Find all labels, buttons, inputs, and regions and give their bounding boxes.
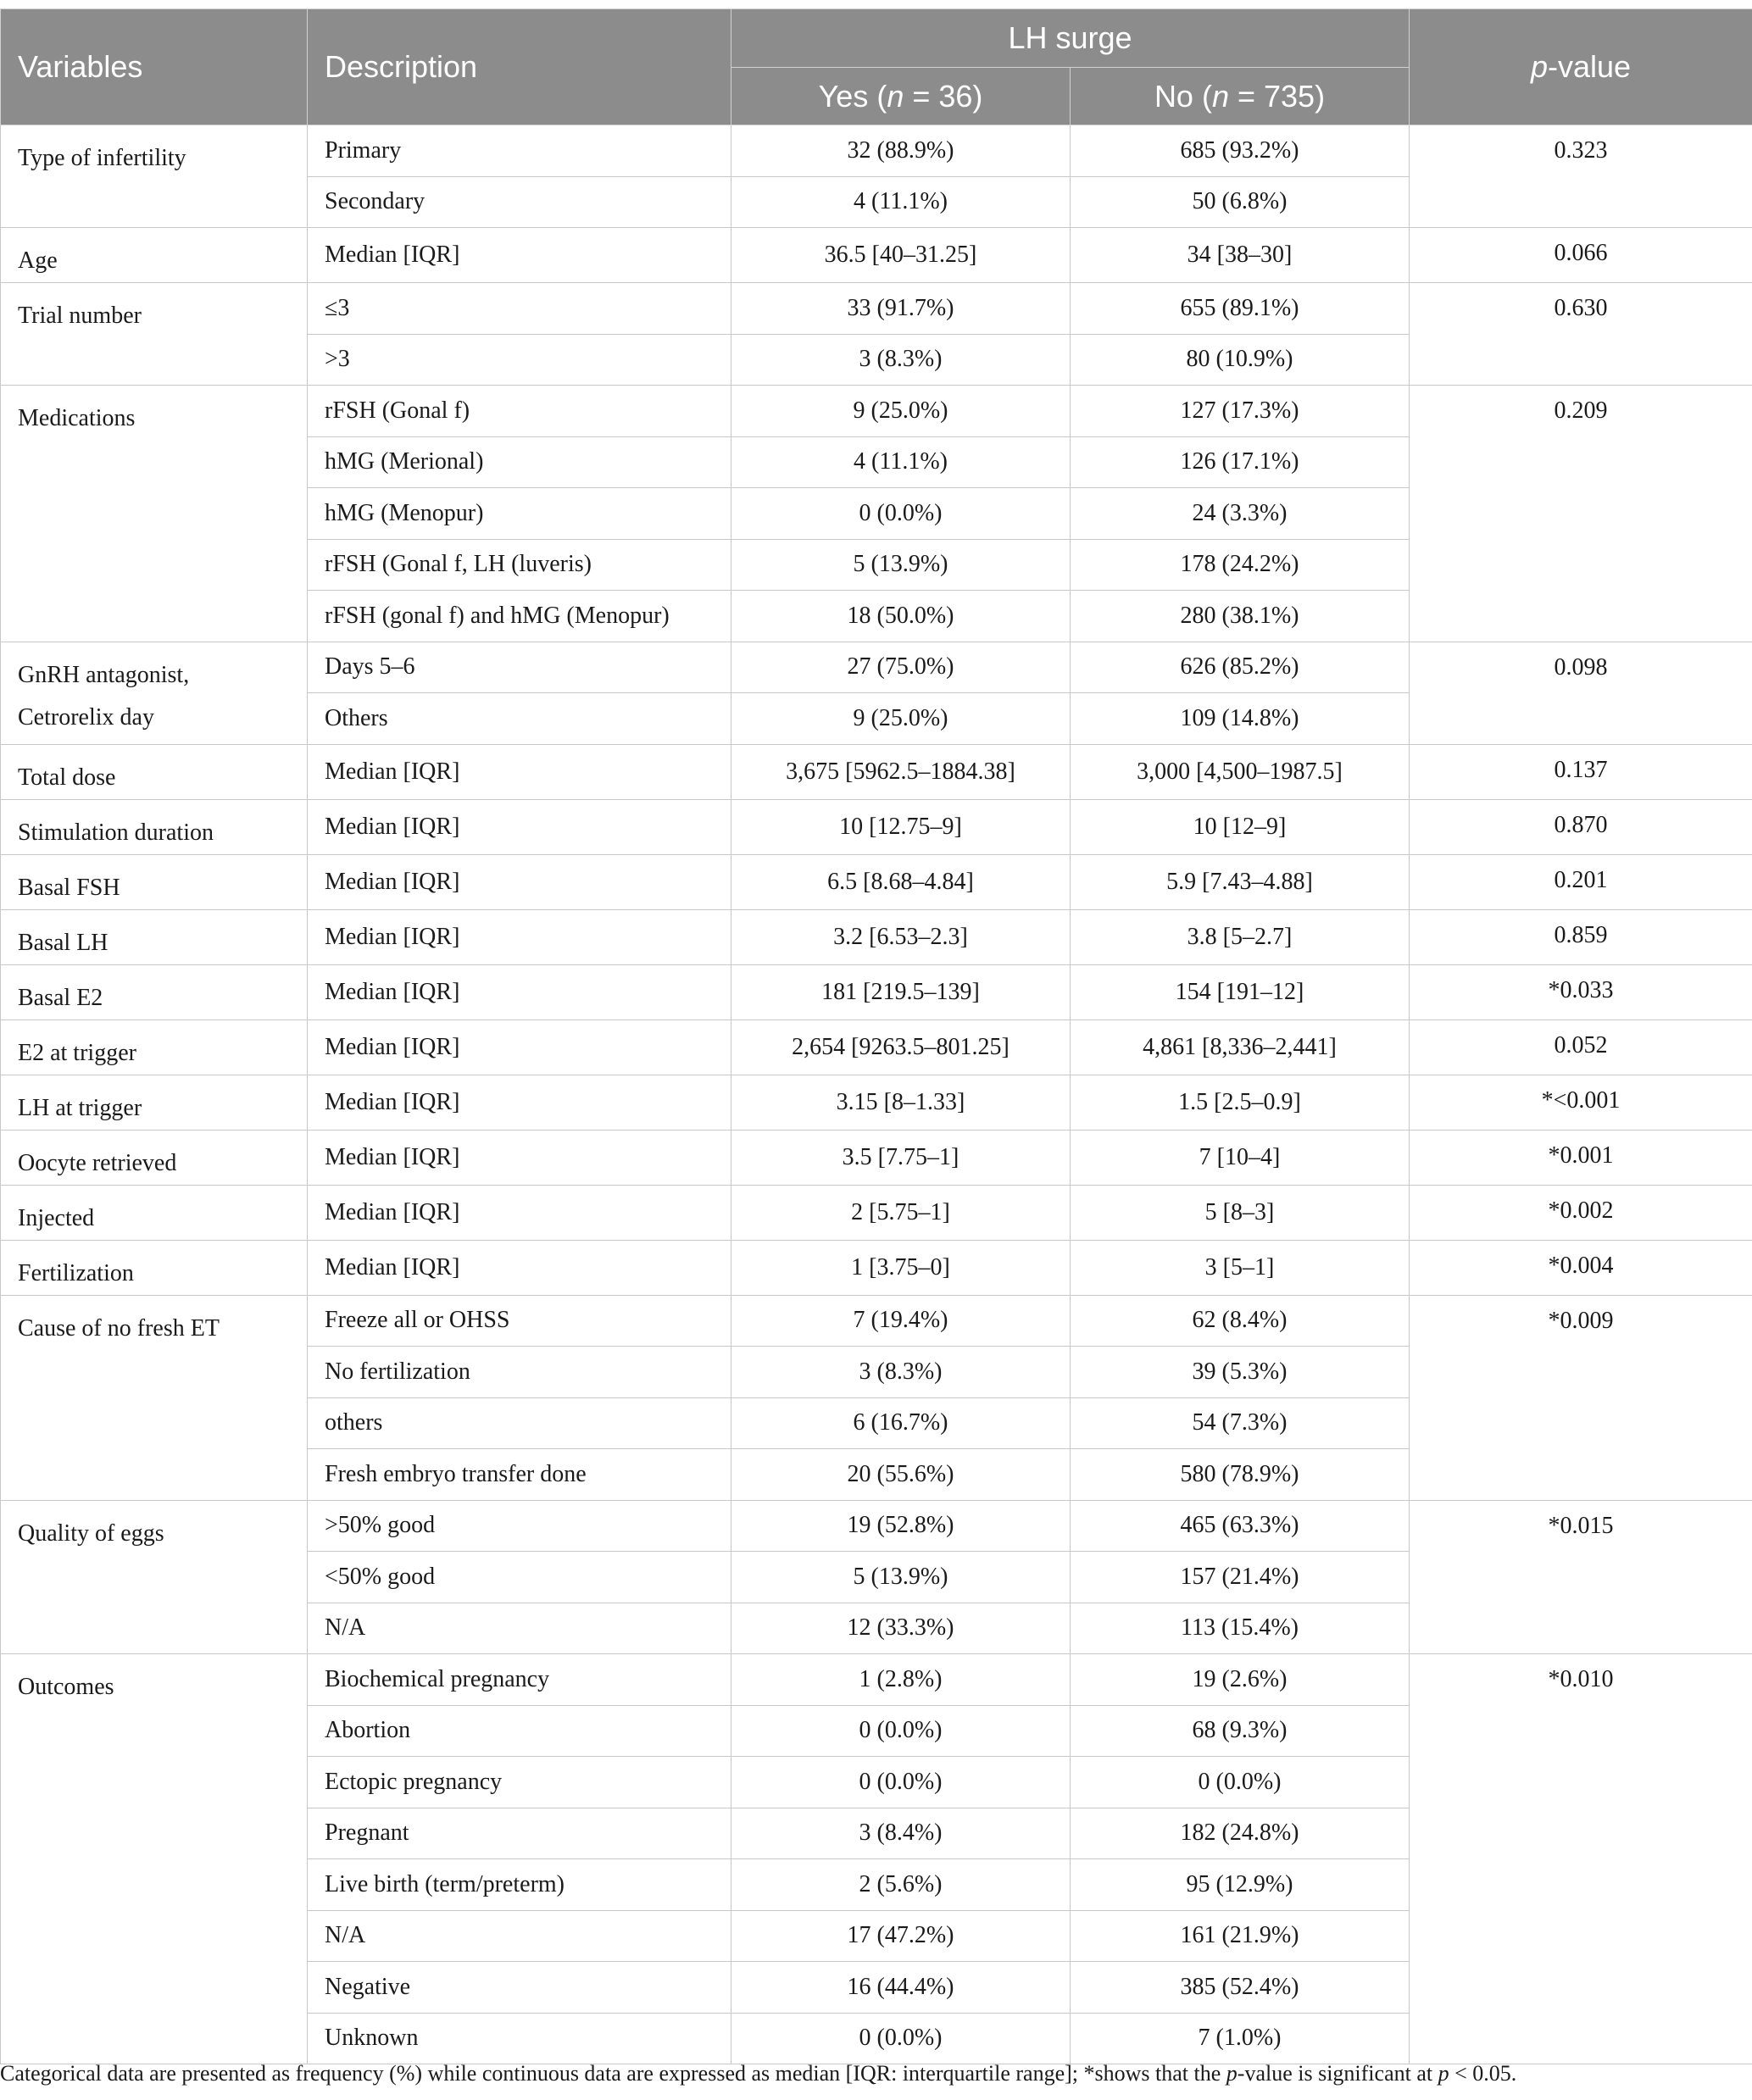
p-value-cell: 0.870 [1410,799,1752,854]
yes-cell: 2,654 [9263.5–801.25] [731,1019,1071,1075]
table-row [1,228,1752,283]
no-cell: 157 (21.4%) [1071,1552,1410,1603]
header-p-suffix: -value [1548,49,1632,84]
yes-cell: 0 (0.0%) [731,1705,1071,1757]
p-value-cell: 0.137 [1410,744,1752,799]
yes-cell: 0 (0.0%) [731,2013,1071,2064]
no-cell: 50 (6.8%) [1071,176,1410,228]
yes-cell: 16 (44.4%) [731,1962,1071,2014]
header-description: Description [308,9,731,125]
no-cell: 178 (24.2%) [1071,539,1410,591]
table-row [1,1654,1752,1706]
no-cell: 1.5 [2.5–0.9] [1071,1075,1410,1130]
table-row [1,1295,1752,1347]
footnote-p2: p [1438,2061,1449,2086]
yes-cell: 19 (52.8%) [731,1500,1071,1552]
footnote-part2: -value is significant at [1237,2061,1438,2086]
description-cell: Pregnant [308,1808,731,1859]
table-row [1,744,1752,799]
header-no [1071,68,1410,125]
table-row [1,642,1752,693]
description-cell: Median [IQR] [308,1185,731,1240]
variable-cell: GnRH antagonist, Cetrorelix day [1,642,308,744]
variable-cell: E2 at trigger [1,1019,308,1075]
description-cell: Median [IQR] [308,799,731,854]
yes-cell: 4 (11.1%) [731,176,1071,228]
yes-cell: 3,675 [5962.5–1884.38] [731,744,1071,799]
table-footnote [0,2061,1752,2086]
header-yes-n: n [887,78,904,114]
yes-cell: 2 (5.6%) [731,1859,1071,1911]
table-row [1,283,1752,335]
no-cell: 80 (10.9%) [1071,334,1410,386]
no-cell: 54 (7.3%) [1071,1397,1410,1449]
no-cell: 685 (93.2%) [1071,125,1410,177]
no-cell: 3,000 [4,500–1987.5] [1071,744,1410,799]
yes-cell: 12 (33.3%) [731,1603,1071,1654]
data-table [0,8,1752,2064]
description-cell: Live birth (term/preterm) [308,1859,731,1911]
no-cell: 4,861 [8,336–2,441] [1071,1019,1410,1075]
p-value-cell: *0.015 [1410,1500,1752,1654]
no-cell: 95 (12.9%) [1071,1859,1410,1911]
table-header [1,9,1752,125]
variable-cell: Outcomes [1,1654,308,2064]
table-row [1,799,1752,854]
p-value-cell: 0.201 [1410,854,1752,909]
header-p-value [1410,9,1752,125]
description-cell: Unknown [308,2013,731,2064]
description-cell: Negative [308,1962,731,2014]
description-cell: Fresh embryo transfer done [308,1449,731,1501]
description-cell: <50% good [308,1552,731,1603]
description-cell: Others [308,693,731,745]
p-value-cell: 0.066 [1410,228,1752,283]
no-cell: 39 (5.3%) [1071,1347,1410,1398]
yes-cell: 20 (55.6%) [731,1449,1071,1501]
no-cell: 161 (21.9%) [1071,1910,1410,1962]
yes-cell: 3 (8.4%) [731,1808,1071,1859]
description-cell: Median [IQR] [308,909,731,964]
header-p-var: p [1530,49,1548,84]
p-value-cell: 0.052 [1410,1019,1752,1075]
footnote-part3: < 0.05. [1449,2061,1517,2086]
description-cell: Median [IQR] [308,228,731,283]
variable-cell: Basal E2 [1,964,308,1019]
no-cell: 7 [10–4] [1071,1130,1410,1185]
no-cell: 655 (89.1%) [1071,283,1410,335]
description-cell: >50% good [308,1500,731,1552]
yes-cell: 4 (11.1%) [731,436,1071,488]
description-cell: Primary [308,125,731,177]
yes-cell: 9 (25.0%) [731,693,1071,745]
header-lh-surge: LH surge [731,9,1410,68]
variable-cell: Basal LH [1,909,308,964]
yes-cell: 3 (8.3%) [731,1347,1071,1398]
description-cell: ≤3 [308,283,731,335]
description-cell: Median [IQR] [308,964,731,1019]
table-row [1,909,1752,964]
description-cell: hMG (Menopur) [308,488,731,540]
p-value-cell: *0.001 [1410,1130,1752,1185]
description-cell: Median [IQR] [308,744,731,799]
no-cell: 626 (85.2%) [1071,642,1410,693]
description-cell: Days 5–6 [308,642,731,693]
p-value-cell: *<0.001 [1410,1075,1752,1130]
description-cell: rFSH (Gonal f, LH (luveris) [308,539,731,591]
variable-cell: Medications [1,386,308,642]
table-row [1,854,1752,909]
no-cell: 280 (38.1%) [1071,591,1410,642]
description-cell: hMG (Merional) [308,436,731,488]
yes-cell: 9 (25.0%) [731,386,1071,437]
yes-cell: 3.5 [7.75–1] [731,1130,1071,1185]
yes-cell: 36.5 [40–31.25] [731,228,1071,283]
no-cell: 113 (15.4%) [1071,1603,1410,1654]
no-cell: 7 (1.0%) [1071,2013,1410,2064]
description-cell: others [308,1397,731,1449]
p-value-cell: *0.004 [1410,1240,1752,1295]
no-cell: 109 (14.8%) [1071,693,1410,745]
header-variables: Variables [1,9,308,125]
variable-cell: LH at trigger [1,1075,308,1130]
table-row [1,1019,1752,1075]
no-cell: 68 (9.3%) [1071,1705,1410,1757]
p-value-cell: 0.098 [1410,642,1752,744]
yes-cell: 5 (13.9%) [731,1552,1071,1603]
table-row [1,1075,1752,1130]
p-value-cell: 0.209 [1410,386,1752,642]
description-cell: No fertilization [308,1347,731,1398]
no-cell: 62 (8.4%) [1071,1295,1410,1347]
yes-cell: 3.15 [8–1.33] [731,1075,1071,1130]
table-row [1,1130,1752,1185]
yes-cell: 0 (0.0%) [731,1757,1071,1808]
p-value-cell: *0.002 [1410,1185,1752,1240]
table-row [1,1240,1752,1295]
description-cell: Median [IQR] [308,854,731,909]
no-cell: 385 (52.4%) [1071,1962,1410,2014]
variable-cell: Injected [1,1185,308,1240]
description-cell: Abortion [308,1705,731,1757]
variable-cell: Stimulation duration [1,799,308,854]
variable-cell: Basal FSH [1,854,308,909]
yes-cell: 18 (50.0%) [731,591,1071,642]
variable-cell: Trial number [1,283,308,386]
p-value-cell: 0.859 [1410,909,1752,964]
description-cell: N/A [308,1910,731,1962]
no-cell: 10 [12–9] [1071,799,1410,854]
variable-cell: Cause of no fresh ET [1,1295,308,1500]
description-cell: Ectopic pregnancy [308,1757,731,1808]
header-no-prefix: No ( [1154,78,1212,114]
header-yes-prefix: Yes ( [818,78,887,114]
variable-cell: Quality of eggs [1,1500,308,1654]
yes-cell: 32 (88.9%) [731,125,1071,177]
description-cell: N/A [308,1603,731,1654]
variable-cell: Fertilization [1,1240,308,1295]
yes-cell: 5 (13.9%) [731,539,1071,591]
yes-cell: 27 (75.0%) [731,642,1071,693]
description-cell: rFSH (Gonal f) [308,386,731,437]
p-value-cell: 0.323 [1410,125,1752,228]
no-cell: 182 (24.8%) [1071,1808,1410,1859]
table-row [1,964,1752,1019]
description-cell: Freeze all or OHSS [308,1295,731,1347]
no-cell: 5 [8–3] [1071,1185,1410,1240]
no-cell: 465 (63.3%) [1071,1500,1410,1552]
no-cell: 127 (17.3%) [1071,386,1410,437]
header-no-value: = 735) [1228,78,1326,114]
yes-cell: 17 (47.2%) [731,1910,1071,1962]
table-row [1,386,1752,437]
variable-cell: Total dose [1,744,308,799]
variable-cell: Oocyte retrieved [1,1130,308,1185]
yes-cell: 10 [12.75–9] [731,799,1071,854]
yes-cell: 3 (8.3%) [731,334,1071,386]
no-cell: 154 [191–12] [1071,964,1410,1019]
variable-cell: Type of infertility [1,125,308,228]
description-cell: >3 [308,334,731,386]
p-value-cell: *0.033 [1410,964,1752,1019]
header-yes [731,68,1071,125]
no-cell: 3 [5–1] [1071,1240,1410,1295]
header-yes-value: = 36) [904,78,983,114]
table-body [1,125,1752,2064]
variable-cell: Age [1,228,308,283]
header-no-n: n [1211,78,1229,114]
p-value-cell: 0.630 [1410,283,1752,386]
table-container [0,8,1752,2064]
footnote-p1: p [1226,2061,1238,2086]
no-cell: 580 (78.9%) [1071,1449,1410,1501]
description-cell: Biochemical pregnancy [308,1654,731,1706]
yes-cell: 6 (16.7%) [731,1397,1071,1449]
yes-cell: 7 (19.4%) [731,1295,1071,1347]
p-value-cell: *0.009 [1410,1295,1752,1500]
yes-cell: 2 [5.75–1] [731,1185,1071,1240]
description-cell: Median [IQR] [308,1240,731,1295]
yes-cell: 6.5 [8.68–4.84] [731,854,1071,909]
footnote-part1: Categorical data are presented as frequency (%) while continuous data are expressed as median [IQR: interquartile range]; *shows that the [0,2061,1226,2086]
no-cell: 34 [38–30] [1071,228,1410,283]
table-row [1,1500,1752,1552]
description-cell: Secondary [308,176,731,228]
description-cell: Median [IQR] [308,1019,731,1075]
yes-cell: 1 [3.75–0] [731,1240,1071,1295]
description-cell: Median [IQR] [308,1075,731,1130]
yes-cell: 1 (2.8%) [731,1654,1071,1706]
no-cell: 126 (17.1%) [1071,436,1410,488]
description-cell: Median [IQR] [308,1130,731,1185]
no-cell: 24 (3.3%) [1071,488,1410,540]
description-cell: rFSH (gonal f) and hMG (Menopur) [308,591,731,642]
yes-cell: 181 [219.5–139] [731,964,1071,1019]
no-cell: 0 (0.0%) [1071,1757,1410,1808]
yes-cell: 0 (0.0%) [731,488,1071,540]
table-row [1,1185,1752,1240]
table-row [1,125,1752,177]
yes-cell: 33 (91.7%) [731,283,1071,335]
no-cell: 19 (2.6%) [1071,1654,1410,1706]
no-cell: 3.8 [5–2.7] [1071,909,1410,964]
yes-cell: 3.2 [6.53–2.3] [731,909,1071,964]
no-cell: 5.9 [7.43–4.88] [1071,854,1410,909]
p-value-cell: *0.010 [1410,1654,1752,2064]
